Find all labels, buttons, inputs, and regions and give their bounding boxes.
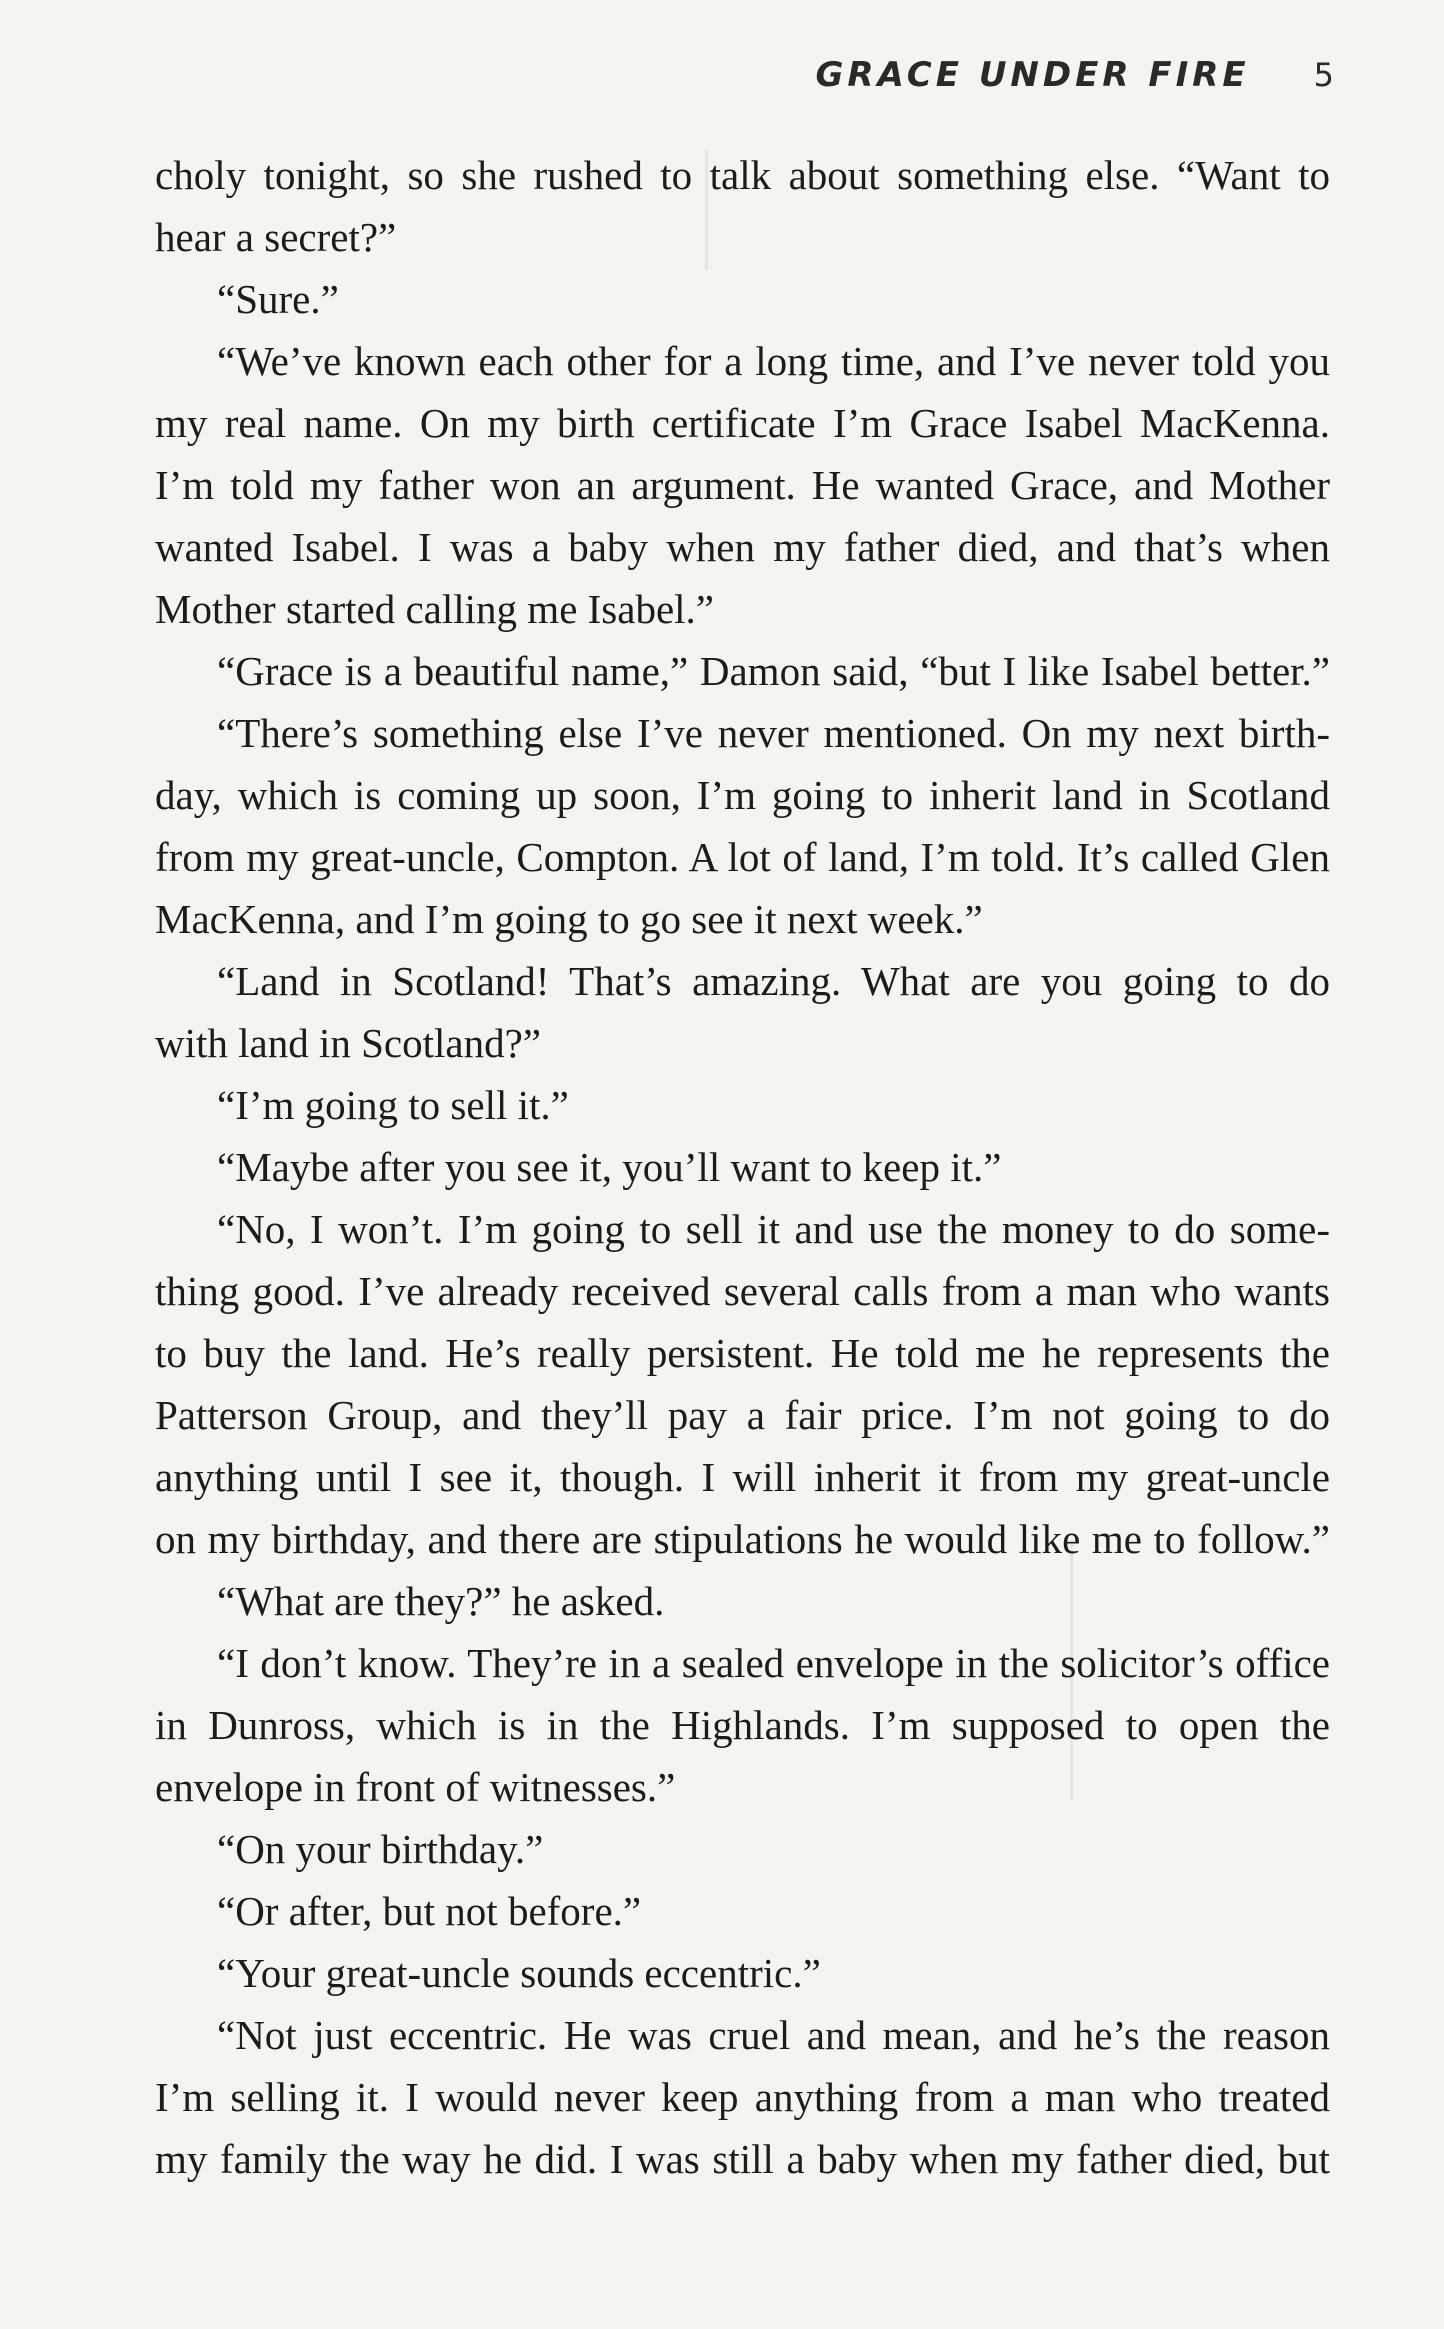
text-line: “No, I won’t. I’m going to sell it and use the money to do some- [217, 1206, 1330, 1252]
text-line: “Grace is a beautiful name,” Damon said, “but I like Isabel better.” [217, 648, 1330, 694]
body-text [155, 144, 1330, 2190]
text-line: “There’s something else I’ve never mentioned. On my next birth- [217, 710, 1330, 756]
text-line: “Maybe after you see it, you’ll want to keep it.” [217, 1144, 1002, 1190]
text-line: “We’ve known each other for a long time, and I’ve never told you [217, 338, 1330, 384]
text-line: from my great-uncle, Compton. A lot of land, I’m told. It’s called Glen [155, 834, 1330, 880]
text-line: wanted Isabel. I was a baby when my father died, and that’s when [155, 524, 1330, 570]
text-line: I’m told my father won an argument. He wanted Grace, and Mother [155, 462, 1330, 508]
text-line: “I don’t know. They’re in a sealed envelope in the solicitor’s office [217, 1640, 1330, 1686]
page-header [815, 52, 1334, 98]
text-line: “On your birthday.” [217, 1826, 544, 1872]
text-line: “I’m going to sell it.” [217, 1082, 569, 1128]
text-line: “Land in Scotland! That’s amazing. What are you going to do [217, 958, 1330, 1004]
text-line: my real name. On my birth certificate I’m Grace Isabel MacKenna. [155, 400, 1330, 446]
text-line: “Or after, but not before.” [217, 1888, 642, 1934]
text-line: to buy the land. He’s really persistent. He told me he represents the [155, 1330, 1330, 1376]
text-line: day, which is coming up soon, I’m going to inherit land in Scotland [155, 772, 1330, 818]
text-line: with land in Scotland?” [155, 1020, 541, 1066]
text-line: hear a secret?” [155, 214, 397, 260]
text-line: “Your great-uncle sounds eccentric.” [217, 1950, 821, 1996]
running-head: GRACE UNDER FIRE [815, 55, 1250, 95]
text-line: I’m selling it. I would never keep anything from a man who treated [155, 2074, 1330, 2120]
text-line: envelope in front of witnesses.” [155, 1764, 676, 1810]
text-line: “Sure.” [217, 276, 339, 322]
text-line: Patterson Group, and they’ll pay a fair price. I’m not going to do [155, 1392, 1330, 1438]
text-line: Mother started calling me Isabel.” [155, 586, 714, 632]
text-line: my family the way he did. I was still a baby when my father died, but [155, 2136, 1330, 2182]
text-line: on my birthday, and there are stipulations he would like me to follow.” [155, 1516, 1330, 1562]
text-line: in Dunross, which is in the Highlands. I’m supposed to open the [155, 1702, 1330, 1748]
text-line: choly tonight, so she rushed to talk about something else. “Want to [155, 152, 1330, 198]
text-line: “What are they?” he asked. [217, 1578, 665, 1624]
text-line: thing good. I’ve already received several calls from a man who wants [155, 1268, 1330, 1314]
text-line: MacKenna, and I’m going to go see it next week.” [155, 896, 983, 942]
page-number: 5 [1313, 56, 1334, 94]
text-line: anything until I see it, though. I will inherit it from my great-uncle [155, 1454, 1330, 1500]
text-line: “Not just eccentric. He was cruel and mean, and he’s the reason [217, 2012, 1330, 2058]
